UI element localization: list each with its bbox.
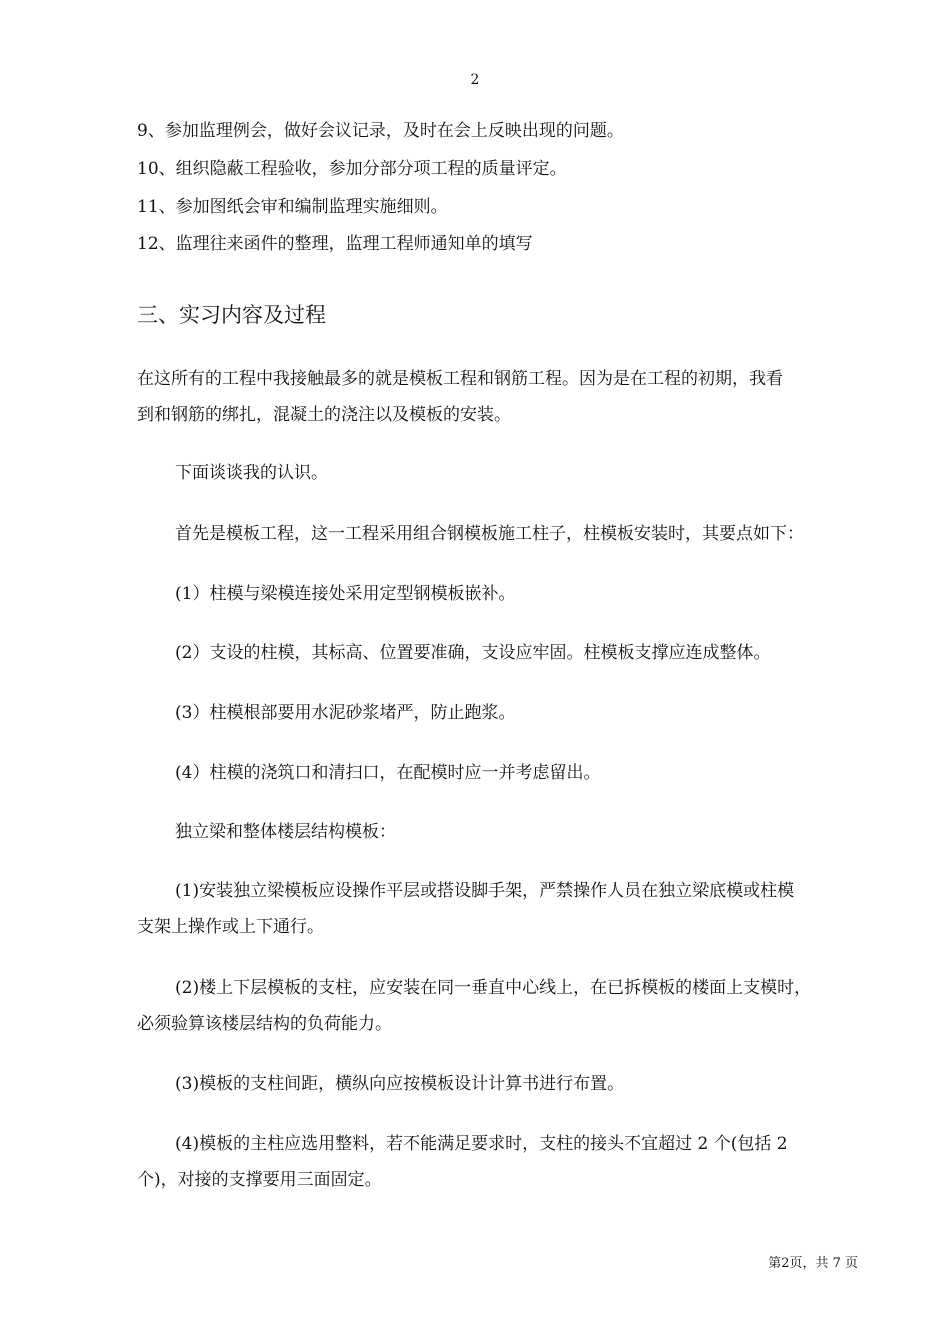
beam-point-2-line-1: (2)楼上下层模板的支柱，应安装在同一垂直中心线上，在已拆模板的楼面上支模时， (175, 978, 812, 998)
duty-item-12: 12、监理往来函件的整理，监理工程师通知单的填写 (137, 234, 533, 254)
beam-point-1-line-2: 支架上操作或上下通行。 (137, 917, 324, 937)
column-point-2: (2）支设的柱模，其标高、位置要准确，支设应牢固。柱模板支撑应连成整体。 (175, 643, 771, 663)
column-point-1: (1）柱模与梁模连接处采用定型钢模板嵌补。 (175, 584, 516, 604)
talk-paragraph: 下面谈谈我的认识。 (175, 463, 328, 483)
beam-point-2-line-2: 必须验算该楼层结构的负荷能力。 (137, 1014, 392, 1034)
column-point-3: (3）柱模根部要用水泥砂浆堵严，防止跑浆。 (175, 703, 516, 723)
duty-item-10: 10、组织隐蔽工程验收，参加分部分项工程的质量评定。 (137, 159, 567, 179)
column-point-4: (4）柱模的浇筑口和清扫口，在配模时应一并考虑留出。 (175, 763, 601, 783)
beam-point-4-line-1: (4)模板的主柱应选用整料，若不能满足要求时，支柱的接头不宜超过 2 个(包括 2 (175, 1134, 788, 1154)
beam-point-1-line-1: (1)安装独立梁模板应设操作平层或搭设脚手架，严禁操作人员在独立梁底模或柱模 (175, 881, 795, 901)
duty-item-9: 9、参加监理例会，做好会议记录，及时在会上反映出现的问题。 (137, 121, 624, 141)
beam-point-3: (3)模板的支柱间距，横纵向应按模板设计计算书进行布置。 (175, 1074, 625, 1094)
beam-point-4-line-2: 个)，对接的支撑要用三面固定。 (137, 1170, 382, 1190)
duty-item-11: 11、参加图纸会审和编制监理实施细则。 (137, 197, 448, 217)
page-footer: 第2页，共 7 页 (768, 1256, 858, 1271)
intro-line-2: 到和钢筋的绑扎，混凝土的浇注以及模板的安装。 (137, 405, 511, 425)
page-number: 2 (470, 72, 480, 88)
column-formwork-intro: 首先是模板工程，这一工程采用组合钢模板施工柱子，柱模板安装时，其要点如下： (175, 524, 804, 544)
section-heading: 三、实习内容及过程 (137, 303, 326, 327)
beam-heading: 独立梁和整体楼层结构模板： (175, 822, 396, 842)
intro-line-1: 在这所有的工程中我接触最多的就是模板工程和钢筋工程。因为是在工程的初期，我看 (137, 369, 783, 389)
